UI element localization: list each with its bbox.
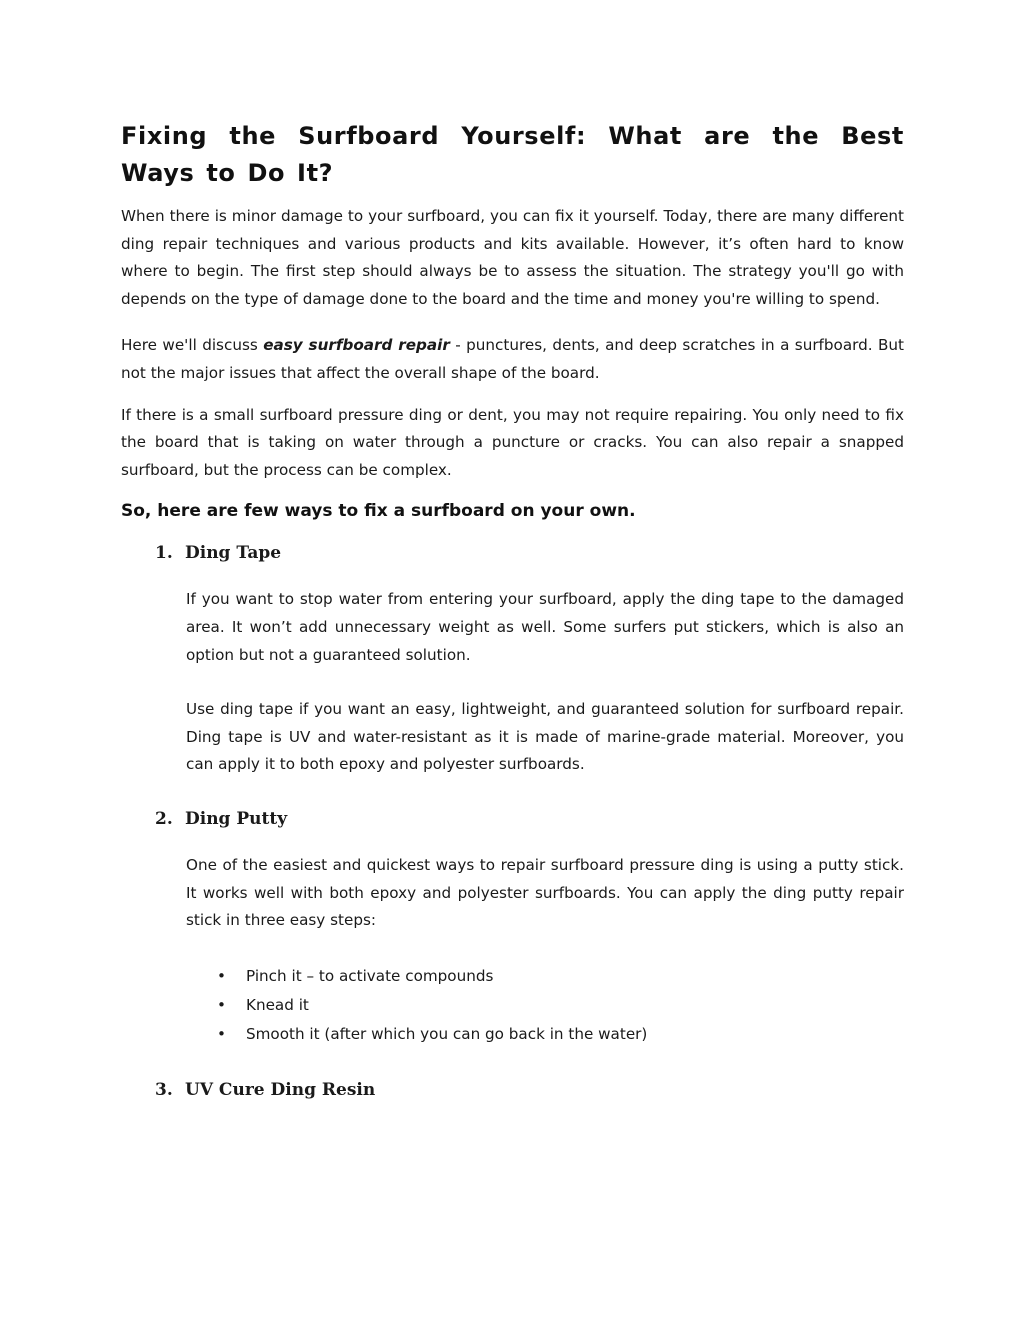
section-heading bbox=[155, 540, 904, 566]
list-item bbox=[217, 991, 904, 1020]
discuss-text-before: Here we'll discuss bbox=[121, 336, 264, 355]
page-title: Fixing the Surfboard Yourself: What are the Best Ways to Do It? bbox=[121, 122, 904, 187]
easy-surfboard-repair-emphasis: easy surfboard repair bbox=[263, 336, 450, 355]
putty-steps-list bbox=[217, 962, 904, 1049]
section-heading bbox=[155, 806, 904, 832]
section-ding-tape bbox=[121, 540, 904, 779]
bullet-icon: • bbox=[217, 995, 226, 1014]
section-number: 3. bbox=[155, 1079, 173, 1100]
section-content bbox=[186, 852, 904, 935]
section-uv-cure-ding-resin bbox=[121, 1077, 904, 1103]
list-item-text: Pinch it – to activate compounds bbox=[246, 966, 494, 985]
section-heading bbox=[155, 1077, 904, 1103]
section-content bbox=[186, 586, 904, 779]
section-title: Ding Tape bbox=[185, 543, 282, 564]
section-paragraph: One of the easiest and quickest ways to repair surfboard pressure ding is using a putty stick. It works well with both epoxy and polyester surfboards. You can apply the ding putty repair stick in three easy steps: bbox=[186, 855, 904, 930]
article-body bbox=[121, 118, 904, 1123]
section-number: 2. bbox=[155, 808, 173, 829]
discuss-text-after: - punctures, dents, and deep scratches in a surfboard. But not the major issues that affect the overall shape of the board. bbox=[121, 336, 904, 382]
list-item-text: Smooth it (after which you can go back in the water) bbox=[246, 1024, 648, 1043]
list-item bbox=[217, 962, 904, 991]
section-title: Ding Putty bbox=[185, 808, 288, 829]
section-paragraph: If you want to stop water from entering your surfboard, apply the ding tape to the damaged area. It won’t add unnecessary weight as well. Some surfers put stickers, which is also an option but not a guaranteed solution. bbox=[186, 590, 904, 664]
section-subheading: So, here are few ways to fix a surfboard on your own. bbox=[121, 501, 636, 522]
section-number: 1. bbox=[155, 543, 173, 564]
section-ding-putty bbox=[121, 806, 904, 1049]
list-item bbox=[217, 1020, 904, 1049]
discuss-paragraph bbox=[121, 332, 904, 387]
section-paragraph: Use ding tape if you want an easy, lightweight, and guaranteed solution for surfboard repair. Ding tape is UV and water-resistant as it is made of marine-grade material. Moreover, you can apply it to both epoxy and polyester surfboards. bbox=[186, 700, 904, 774]
bullet-icon: • bbox=[217, 1024, 226, 1043]
intro-paragraph: When there is minor damage to your surfboard, you can fix it yourself. Today, there are many different ding repair techniques and various products and kits available. However, it’s often hard to know where to begin. The first step should always be to assess the situation. The strategy you'll go with depends on the type of damage done to the board and the time and money you're willing to spend. bbox=[121, 207, 904, 308]
bullet-icon: • bbox=[217, 966, 226, 985]
pressure-ding-paragraph: If there is a small surfboard pressure ding or dent, you may not require repairing. You only need to fix the board that is taking on water through a puncture or cracks. You can also repair a snapped surfboard, but the process can be complex. bbox=[121, 405, 904, 479]
list-item-text: Knead it bbox=[246, 995, 309, 1014]
section-title: UV Cure Ding Resin bbox=[185, 1079, 376, 1100]
